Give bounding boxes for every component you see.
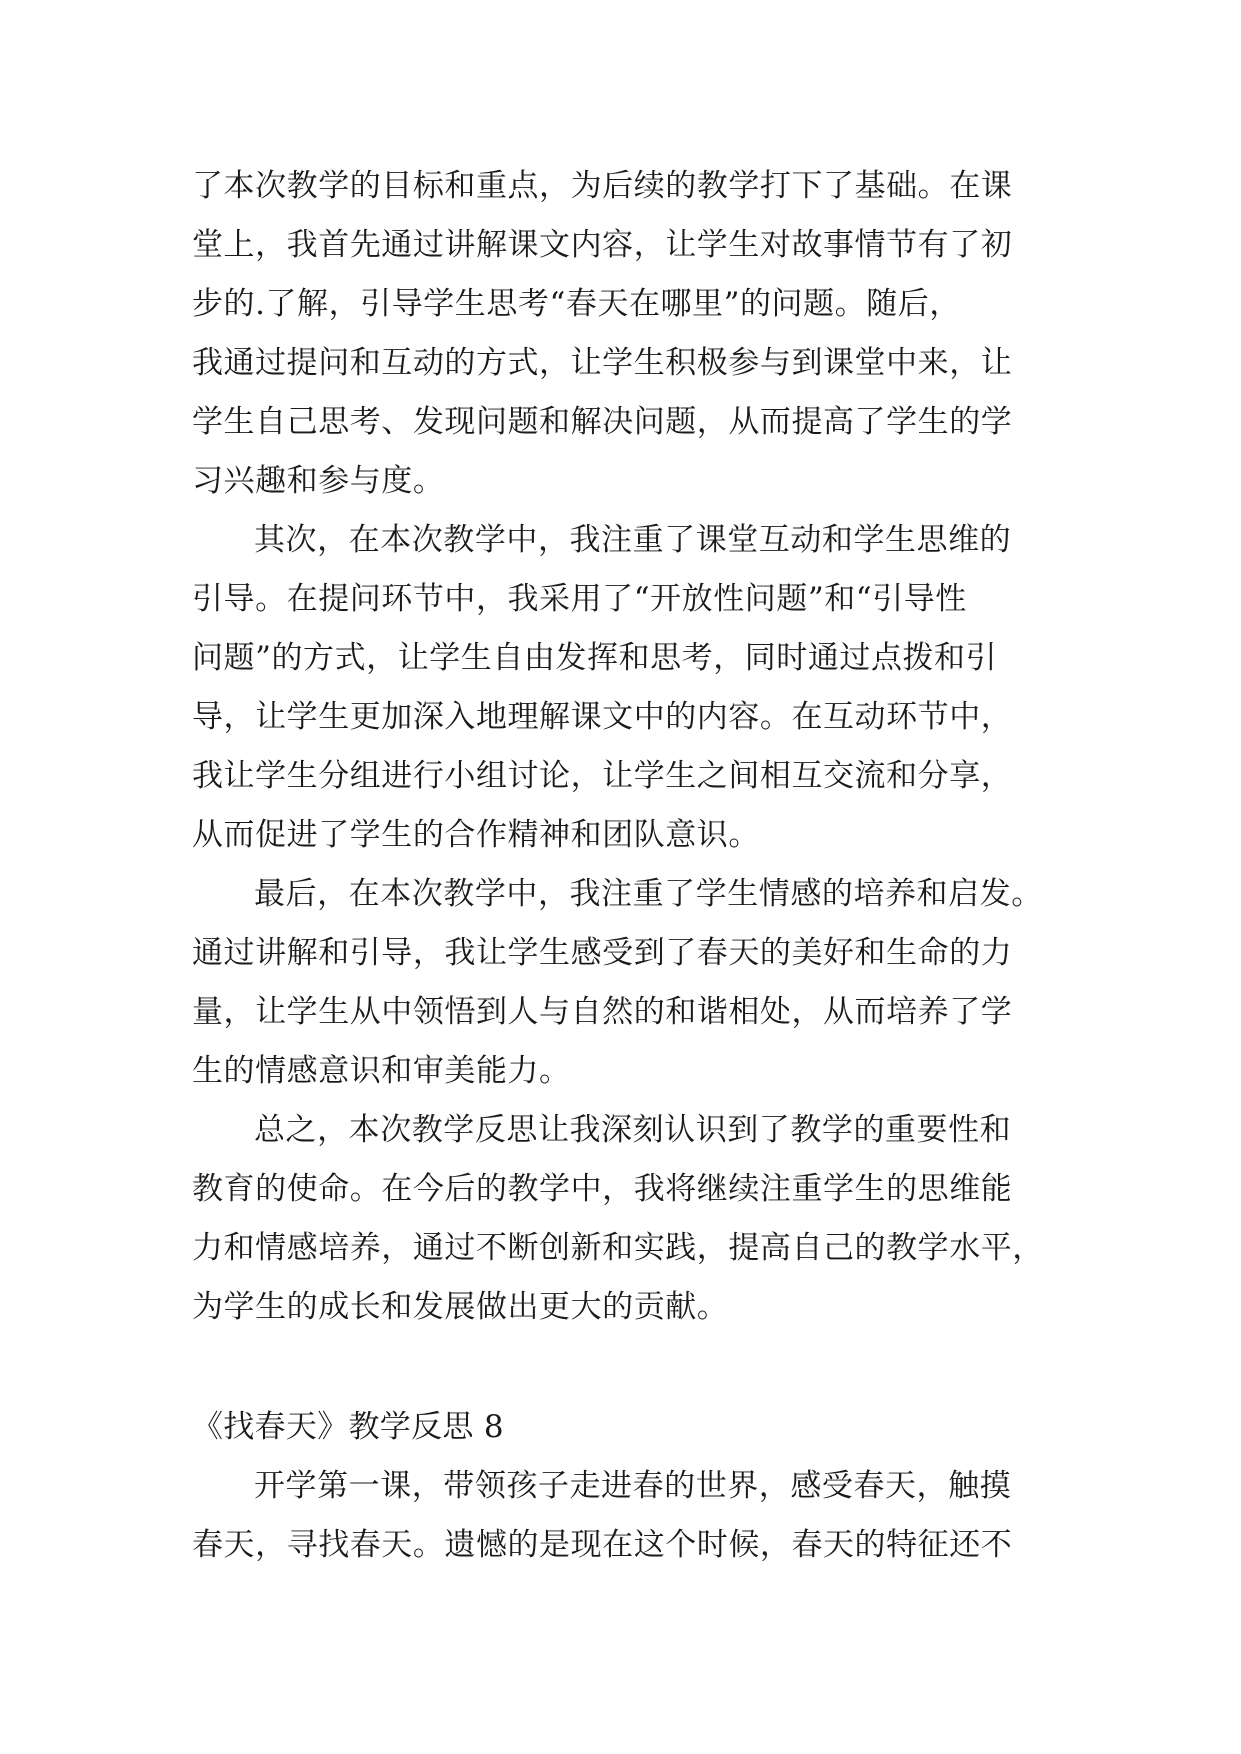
paragraph-2-line-1: 其次，在本次教学中，我注重了课堂互动和学生思维的 (254, 522, 1012, 558)
paragraph-1-line-4: 我通过提问和互动的方式，让学生积极参与到课堂中来，让 (192, 345, 1013, 381)
paragraph-4-line-3: 力和情感培养，通过不断创新和实践，提高自己的教学水平， (192, 1230, 1044, 1266)
paragraph-1-line-3: 步的.了解，引导学生思考“春天在哪里”的问题。随后， (192, 286, 961, 322)
paragraph-4-line-4: 为学生的成长和发展做出更大的贡献。 (192, 1289, 729, 1325)
paragraph-2-line-4: 导，让学生更加深入地理解课文中的内容。在互动环节中， (192, 699, 1013, 735)
paragraph-1-line-2: 堂上，我首先通过讲解课文内容，让学生对故事情节有了初 (192, 227, 1013, 263)
paragraph-1-line-1: 了本次教学的目标和重点，为后续的教学打下了基础。在课 (192, 168, 1013, 204)
paragraph-1-line-6: 习兴趣和参与度。 (192, 463, 445, 499)
paragraph-3-line-1: 最后，在本次教学中，我注重了学生情感的培养和启发。 (254, 876, 1043, 912)
section-paragraph-line-2: 春天，寻找春天。遗憾的是现在这个时候，春天的特征还不 (192, 1527, 1013, 1563)
paragraph-3-line-2: 通过讲解和引导，我让学生感受到了春天的美好和生命的力 (192, 935, 1013, 971)
paragraph-3-line-4: 生的情感意识和审美能力。 (192, 1053, 571, 1089)
paragraph-3-line-3: 量，让学生从中领悟到人与自然的和谐相处，从而培养了学 (192, 994, 1013, 1030)
paragraph-4-line-2: 教育的使命。在今后的教学中，我将继续注重学生的思维能 (192, 1171, 1013, 1207)
section-title: 《找春天》教学反思 8 (192, 1409, 504, 1445)
paragraph-2-line-6: 从而促进了学生的合作精神和团队意识。 (192, 817, 760, 853)
section-paragraph-line-1: 开学第一课，带领孩子走进春的世界，感受春天，触摸 (254, 1468, 1012, 1504)
paragraph-1-line-5: 学生自己思考、发现问题和解决问题，从而提高了学生的学 (192, 404, 1013, 440)
paragraph-2-line-3: 问题”的方式，让学生自由发挥和思考，同时通过点拨和引 (192, 640, 998, 676)
paragraph-4-line-1: 总之，本次教学反思让我深刻认识到了教学的重要性和 (254, 1112, 1012, 1148)
paragraph-2-line-5: 我让学生分组进行小组讨论，让学生之间相互交流和分享， (192, 758, 1013, 794)
paragraph-2-line-2: 引导。在提问环节中，我采用了“开放性问题”和“引导性 (192, 581, 967, 617)
